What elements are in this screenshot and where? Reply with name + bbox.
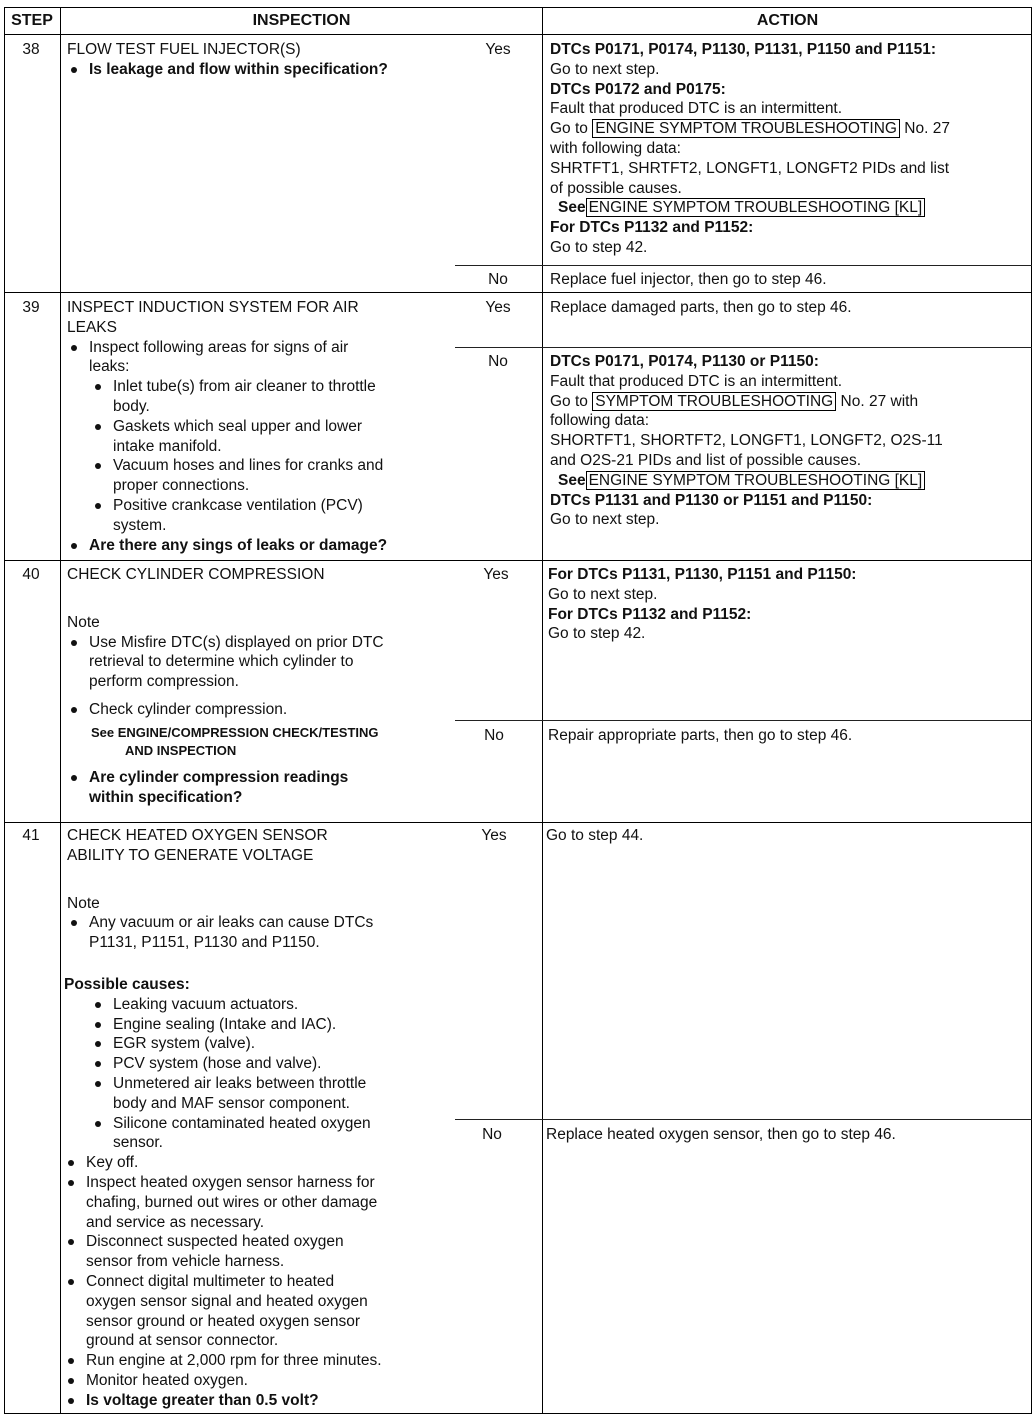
row40-divider bbox=[4, 822, 1032, 823]
step-39-item-1-line-2: body. bbox=[113, 397, 150, 415]
step-38-inspection bbox=[67, 40, 452, 80]
step-40-question bbox=[67, 768, 452, 808]
list-item bbox=[91, 1015, 452, 1035]
step-39-text-6: Go to next step. bbox=[550, 511, 660, 529]
step-41-step-4-line-2: oxygen sensor signal and heated oxygen bbox=[86, 1292, 368, 1310]
step-39-title-2: LEAKS bbox=[67, 318, 117, 336]
list-item bbox=[64, 1371, 452, 1391]
step-41-inspection bbox=[64, 826, 452, 1411]
step-38-text-2: Fault that produced DTC is an intermittent. bbox=[550, 100, 843, 118]
step-39-item-2-line-1: Gaskets which seal upper and lower bbox=[113, 417, 362, 435]
step-39-goto-pre: Go to bbox=[550, 392, 588, 410]
step-39-number: 39 bbox=[22, 299, 40, 316]
step-40-note-line-2: retrieval to determine which cylinder to bbox=[89, 653, 354, 671]
list-item bbox=[64, 1272, 452, 1351]
step-41-cause-6-line-1: Silicone contaminated heated oxygen bbox=[113, 1114, 371, 1132]
step-41-step-6: Monitor heated oxygen. bbox=[86, 1371, 248, 1389]
step-39-dtc-heading-2: DTCs P1131 and P1130 or P1151 and P1150: bbox=[550, 491, 873, 509]
step-41-no: No bbox=[482, 1126, 502, 1143]
step-40-dtc-heading-2: For DTCs P1132 and P1152: bbox=[548, 605, 752, 623]
list-item bbox=[64, 1232, 452, 1272]
step-39-see-line bbox=[550, 471, 1028, 491]
list-item bbox=[64, 1153, 452, 1173]
step-40-title: CHECK CYLINDER COMPRESSION bbox=[67, 566, 325, 583]
step-38-see-ref-link[interactable]: ENGINE SYMPTOM TROUBLESHOOTING [KL] bbox=[586, 198, 926, 217]
step-39-ref-link[interactable]: SYMPTOM TROUBLESHOOTING bbox=[592, 392, 836, 411]
step-41-question: Is voltage greater than 0.5 volt? bbox=[64, 1391, 452, 1411]
step-41-step-1: Key off. bbox=[86, 1154, 139, 1172]
step-41-yes: Yes bbox=[481, 827, 507, 844]
list-item bbox=[91, 1114, 452, 1154]
step-38-dtc-heading-2: DTCs P0172 and P0175: bbox=[550, 80, 726, 98]
step-40-no: No bbox=[484, 727, 504, 744]
step-39-no-action bbox=[550, 352, 1028, 530]
step-41-cause-3: EGR system (valve). bbox=[113, 1035, 256, 1053]
step-39-title-1: INSPECT INDUCTION SYSTEM FOR AIR bbox=[67, 299, 359, 316]
header-step: STEP bbox=[11, 12, 53, 29]
step-41-note-line-1: Any vacuum or air leaks can cause DTCs bbox=[89, 914, 374, 932]
step-41-causes-title: Possible causes: bbox=[64, 975, 190, 993]
step-40-number: 40 bbox=[22, 566, 40, 583]
step-41-yes-action: Go to step 44. bbox=[546, 827, 644, 844]
step-39-item-3-line-2: proper connections. bbox=[113, 477, 250, 495]
step-39-see-ref-link[interactable]: ENGINE SYMPTOM TROUBLESHOOTING [KL] bbox=[586, 471, 926, 490]
step-38-yes: Yes bbox=[485, 41, 511, 58]
step-41-note-bullet bbox=[67, 913, 452, 953]
step-39-item-1-line-1: Inlet tube(s) from air cleaner to throttle bbox=[113, 378, 376, 396]
row38-yes-no-divider bbox=[455, 265, 1032, 266]
step-39-item-3-line-1: Vacuum hoses and lines for cranks and bbox=[113, 457, 384, 475]
step-40-check: Check cylinder compression. bbox=[67, 700, 452, 720]
step-38-yes-action bbox=[550, 40, 1028, 258]
step-39-goto-post: No. 27 with bbox=[840, 392, 919, 410]
step-38-goto-post: No. 27 bbox=[904, 120, 950, 138]
step-39-yes-action: Replace damaged parts, then go to step 46. bbox=[550, 299, 852, 316]
step-40-text-1: Go to next step. bbox=[548, 585, 658, 603]
row39-yes-no-divider bbox=[455, 347, 1032, 348]
row38-divider bbox=[4, 292, 1032, 293]
step-38-dtc-heading-1: DTCs P0171, P0174, P1130, P1131, P1150 and P1151: bbox=[550, 41, 937, 58]
step-column-divider bbox=[60, 7, 61, 1414]
step-41-cause-2: Engine sealing (Intake and IAC). bbox=[113, 1015, 337, 1033]
step-38-no: No bbox=[488, 271, 508, 288]
step-40-text-2: Go to step 42. bbox=[548, 625, 646, 643]
step-40-see-line-1: See ENGINE/COMPRESSION CHECK/TESTING bbox=[91, 724, 379, 740]
step-38-goto-line bbox=[550, 119, 1028, 139]
step-39-item-4-line-2: system. bbox=[113, 516, 167, 534]
step-39-text-5: and O2S-21 PIDs and list of possible causes. bbox=[550, 451, 862, 469]
step-38-text-1: Go to next step. bbox=[550, 60, 660, 78]
step-39-intro-1: Inspect following areas for signs of air bbox=[89, 338, 349, 356]
step-39-text-1: Fault that produced DTC is an intermittent. bbox=[550, 372, 843, 390]
header-inspection: INSPECTION bbox=[252, 12, 351, 29]
step-40-see-reference bbox=[67, 724, 452, 760]
step-41-step-2-line-3: and service as necessary. bbox=[86, 1213, 265, 1231]
step-38-text-6: of possible causes. bbox=[550, 179, 682, 197]
step-39-item-4-line-1: Positive crankcase ventilation (PCV) bbox=[113, 496, 363, 514]
step-41-step-4-line-4: ground at sensor connector. bbox=[86, 1332, 279, 1350]
list-item bbox=[91, 1034, 452, 1054]
step-41-step-4-line-1: Connect digital multimeter to heated bbox=[86, 1272, 335, 1290]
step-40-question-line-2: within specification? bbox=[89, 788, 243, 806]
step-40-question-line-1: Are cylinder compression readings bbox=[89, 768, 349, 786]
step-40-note: Note bbox=[67, 613, 100, 631]
step-40-dtc-heading-1: For DTCs P1131, P1130, P1151 and P1150: bbox=[548, 566, 857, 583]
step-41-cause-6-line-2: sensor. bbox=[113, 1134, 163, 1152]
step-39-text-4: SHORTFT1, SHORTFT2, LONGFT1, LONGFT2, O2S-11 bbox=[550, 432, 943, 450]
step-39-no: No bbox=[488, 353, 508, 370]
header-action: ACTION bbox=[756, 12, 819, 29]
step-41-number: 41 bbox=[22, 827, 40, 844]
step-38-goto-pre: Go to bbox=[550, 120, 588, 138]
step-38-question: Is leakage and flow within specification? bbox=[67, 60, 452, 80]
step-41-cause-4: PCV system (hose and valve). bbox=[113, 1055, 322, 1073]
list-item bbox=[91, 377, 452, 417]
step-38-number: 38 bbox=[22, 41, 40, 58]
step-41-title-2: ABILITY TO GENERATE VOLTAGE bbox=[67, 846, 314, 864]
step-39-intro-2: leaks: bbox=[89, 358, 130, 376]
action-column-divider bbox=[542, 7, 543, 1414]
step-38-title: FLOW TEST FUEL INJECTOR(S) bbox=[67, 41, 301, 58]
list-item bbox=[91, 995, 452, 1015]
step-40-inspection bbox=[67, 565, 452, 807]
step-40-note-line-1: Use Misfire DTC(s) displayed on prior DTC bbox=[89, 633, 384, 651]
step-39-yes: Yes bbox=[485, 299, 511, 316]
row41-yes-no-divider bbox=[455, 1119, 1032, 1120]
step-41-step-3-line-1: Disconnect suspected heated oxygen bbox=[86, 1233, 344, 1251]
step-41-step-3-line-2: sensor from vehicle harness. bbox=[86, 1253, 285, 1271]
list-item bbox=[91, 456, 452, 496]
step-41-step-5: Run engine at 2,000 rpm for three minutes. bbox=[86, 1352, 382, 1370]
step-40-note-line-3: perform compression. bbox=[89, 673, 239, 691]
step-41-step-2-line-1: Inspect heated oxygen sensor harness for bbox=[86, 1173, 375, 1191]
step-41-title-1: CHECK HEATED OXYGEN SENSOR bbox=[67, 827, 328, 844]
step-40-yes: Yes bbox=[483, 566, 509, 583]
step-38-no-action: Replace fuel injector, then go to step 46. bbox=[550, 271, 827, 288]
step-41-note: Note bbox=[67, 894, 100, 912]
step-38-see-line bbox=[550, 198, 1028, 218]
step-39-question: Are there any sings of leaks or damage? bbox=[67, 536, 452, 556]
step-39-inspection bbox=[67, 298, 452, 555]
step-40-no-action: Repair appropriate parts, then go to step 46. bbox=[548, 727, 853, 744]
row40-yes-no-divider bbox=[455, 720, 1032, 721]
row39-divider bbox=[4, 560, 1032, 561]
step-39-item-2-line-2: intake manifold. bbox=[113, 437, 222, 455]
step-38-ref-link[interactable]: ENGINE SYMPTOM TROUBLESHOOTING bbox=[592, 119, 900, 138]
step-38-text-5: SHRTFT1, SHRTFT2, LONGFT1, LONGFT2 PIDs and list bbox=[550, 159, 950, 177]
list-item bbox=[64, 1173, 452, 1232]
step-39-text-3: following data: bbox=[550, 412, 650, 430]
list-item bbox=[91, 1074, 452, 1114]
step-38-dtc-heading-3: For DTCs P1132 and P1152: bbox=[550, 219, 754, 237]
step-40-note-bullet bbox=[67, 633, 452, 692]
step-41-cause-5-line-2: body and MAF sensor component. bbox=[113, 1094, 350, 1112]
step-39-dtc-heading-1: DTCs P0171, P0174, P1130 or P1150: bbox=[550, 353, 819, 370]
step-40-yes-action bbox=[548, 565, 1026, 644]
step-39-see: See bbox=[558, 471, 586, 489]
step-38-text-4: with following data: bbox=[550, 139, 681, 157]
list-item bbox=[91, 417, 452, 457]
list-item bbox=[91, 1054, 452, 1074]
header-divider bbox=[4, 34, 1032, 35]
step-39-goto-line bbox=[550, 392, 1028, 412]
list-item bbox=[64, 1351, 452, 1371]
step-38-see: See bbox=[558, 199, 586, 217]
step-41-no-action: Replace heated oxygen sensor, then go to step 46. bbox=[546, 1126, 896, 1143]
list-item bbox=[91, 496, 452, 536]
step-38-text-7: Go to step 42. bbox=[550, 238, 648, 256]
step-39-intro bbox=[67, 338, 452, 378]
step-41-cause-1: Leaking vacuum actuators. bbox=[113, 995, 299, 1013]
step-40-see-line-2: AND INSPECTION bbox=[125, 742, 237, 758]
step-41-cause-5-line-1: Unmetered air leaks between throttle bbox=[113, 1074, 367, 1092]
step-41-step-2-line-2: chafing, burned out wires or other damage bbox=[86, 1193, 378, 1211]
step-41-step-4-line-3: sensor ground or heated oxygen sensor bbox=[86, 1312, 361, 1330]
step-41-note-line-2: P1131, P1151, P1130 and P1150. bbox=[89, 934, 320, 952]
